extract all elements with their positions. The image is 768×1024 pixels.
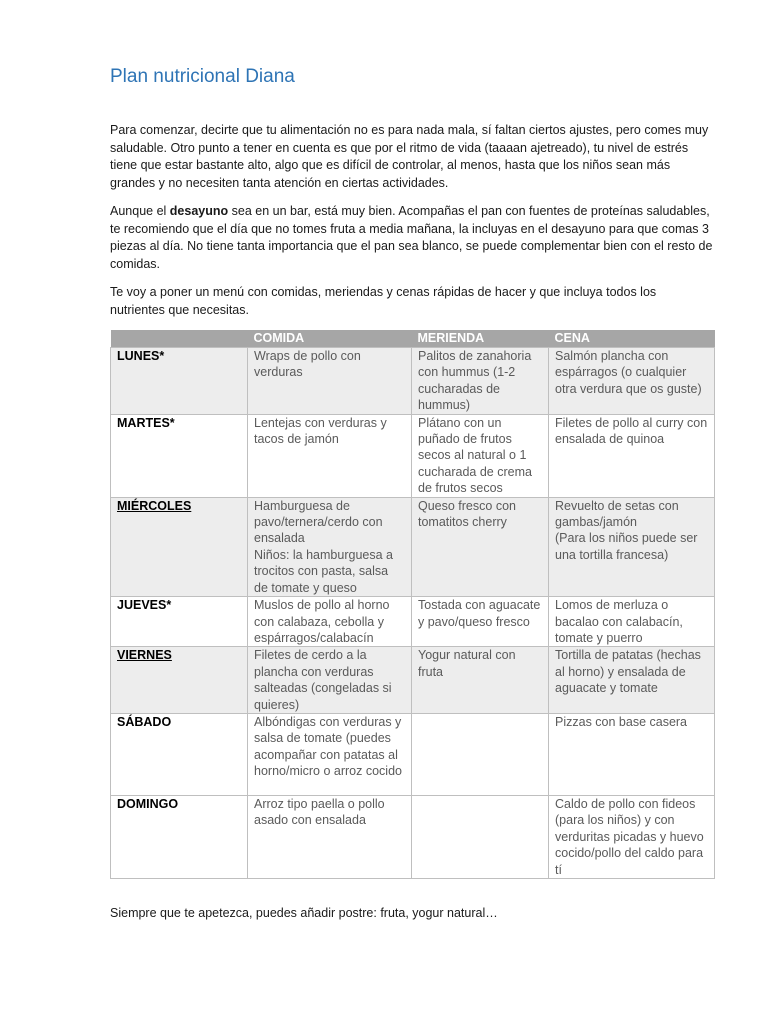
- day-cell: MIÉRCOLES: [111, 497, 248, 596]
- document-title: Plan nutricional Diana: [110, 66, 295, 87]
- breakfast-paragraph: [110, 203, 714, 273]
- merienda-cell: [412, 795, 549, 878]
- weekly-menu-table: [110, 330, 715, 879]
- closing-paragraph: Siempre que te apetezca, puedes añadir postre: fruta, yogur natural…: [110, 905, 498, 920]
- breakfast-text-before: Aunque el: [110, 204, 170, 218]
- table-header-row: [111, 330, 715, 348]
- cena-line: Revuelto de setas con gambas/jamón (Para los niños puede ser una tortilla francesa): [555, 498, 698, 562]
- comida-line: Hamburguesa de pavo/ternera/cerdo con ensalada Niños: la hamburguesa a trocitos con pasta, salsa de tomate y queso: [254, 498, 393, 595]
- day-cell: VIERNES: [111, 647, 248, 714]
- comida-cell: Filetes de cerdo a la plancha con verduras salteadas (congeladas si quieres): [248, 647, 412, 714]
- table-row: [111, 597, 715, 647]
- day-cell: DOMINGO: [111, 795, 248, 878]
- header-day: [111, 330, 248, 348]
- merienda-cell: Palitos de zanahoria con hummus (1-2 cucharadas de hummus): [412, 348, 549, 415]
- day-cell: SÁBADO: [111, 713, 248, 795]
- table-row: [111, 414, 715, 497]
- document-page: [110, 64, 714, 933]
- cena-cell: Lomos de merluza o bacalao con calabacín, tomate y puerro: [549, 597, 715, 647]
- merienda-cell: Queso fresco con tomatitos cherry: [412, 497, 549, 596]
- cena-cell: [549, 497, 715, 596]
- cena-cell: Tortilla de patatas (hechas al horno) y ensalada de aguacate y tomate: [549, 647, 715, 714]
- comida-cell: [248, 497, 412, 596]
- day-cell: MARTES*: [111, 414, 248, 497]
- cena-cell: Pizzas con base casera: [549, 713, 715, 795]
- cena-cell: Filetes de pollo al curry con ensalada de quinoa: [549, 414, 715, 497]
- breakfast-text-after: sea en un bar, está muy bien. Acompañas el pan con fuentes de proteínas saludables, te recomiendo que el día que no tomes fruta a media mañana, la incluyas en el desayuno para que comas 3 piezas al día. No tiene tanta importancia que el pan sea blanco, se puede complementar bien con el resto de comidas.: [110, 204, 713, 271]
- comida-cell: Wraps de pollo con verduras: [248, 348, 412, 415]
- table-row: [111, 497, 715, 596]
- breakfast-emphasis: desayuno: [169, 204, 229, 218]
- table-row: [111, 795, 715, 878]
- day-cell: LUNES*: [111, 348, 248, 415]
- merienda-cell: [412, 713, 549, 795]
- cena-cell: Salmón plancha con espárragos (o cualquier otra verdura que os guste): [549, 348, 715, 415]
- table-row: [111, 647, 715, 714]
- comida-cell: Muslos de pollo al horno con calabaza, cebolla y espárragos/calabacín: [248, 597, 412, 647]
- table-row: [111, 713, 715, 795]
- cena-cell: Caldo de pollo con fideos (para los niños) y con verduritas picadas y huevo cocido/pollo del caldo para tí: [549, 795, 715, 878]
- comida-cell: Arroz tipo paella o pollo asado con ensalada: [248, 795, 412, 878]
- comida-cell: Albóndigas con verduras y salsa de tomate (puedes acompañar con patatas al horno/micro o arroz cocido: [248, 713, 412, 795]
- merienda-cell: Plátano con un puñado de frutos secos al natural o 1 cucharada de crema de frutos secos: [412, 414, 549, 497]
- header-comida: COMIDA: [248, 330, 412, 348]
- merienda-cell: Yogur natural con fruta: [412, 647, 549, 714]
- intro-paragraph: Para comenzar, decirte que tu alimentación no es para nada mala, sí faltan ciertos ajustes, pero comes muy saludable. Otro punto a tener en cuenta es que por el ritmo de vida (taaaan ajetreado), tu nivel de estrés tiene que estar bastante alto, algo que es difícil de controlar, al menos, hasta que los niños sean más grandes y no necesiten tanta atención en ciertas actividades.: [110, 123, 709, 190]
- header-merienda: MERIENDA: [412, 330, 549, 348]
- header-cena: CENA: [549, 330, 715, 348]
- merienda-cell: Tostada con aguacate y pavo/queso fresco: [412, 597, 549, 647]
- table-row: [111, 348, 715, 415]
- day-cell: JUEVES*: [111, 597, 248, 647]
- menu-intro-paragraph: Te voy a poner un menú con comidas, meriendas y cenas rápidas de hacer y que incluya todos los nutrientes que necesitas.: [110, 285, 657, 317]
- comida-cell: Lentejas con verduras y tacos de jamón: [248, 414, 412, 497]
